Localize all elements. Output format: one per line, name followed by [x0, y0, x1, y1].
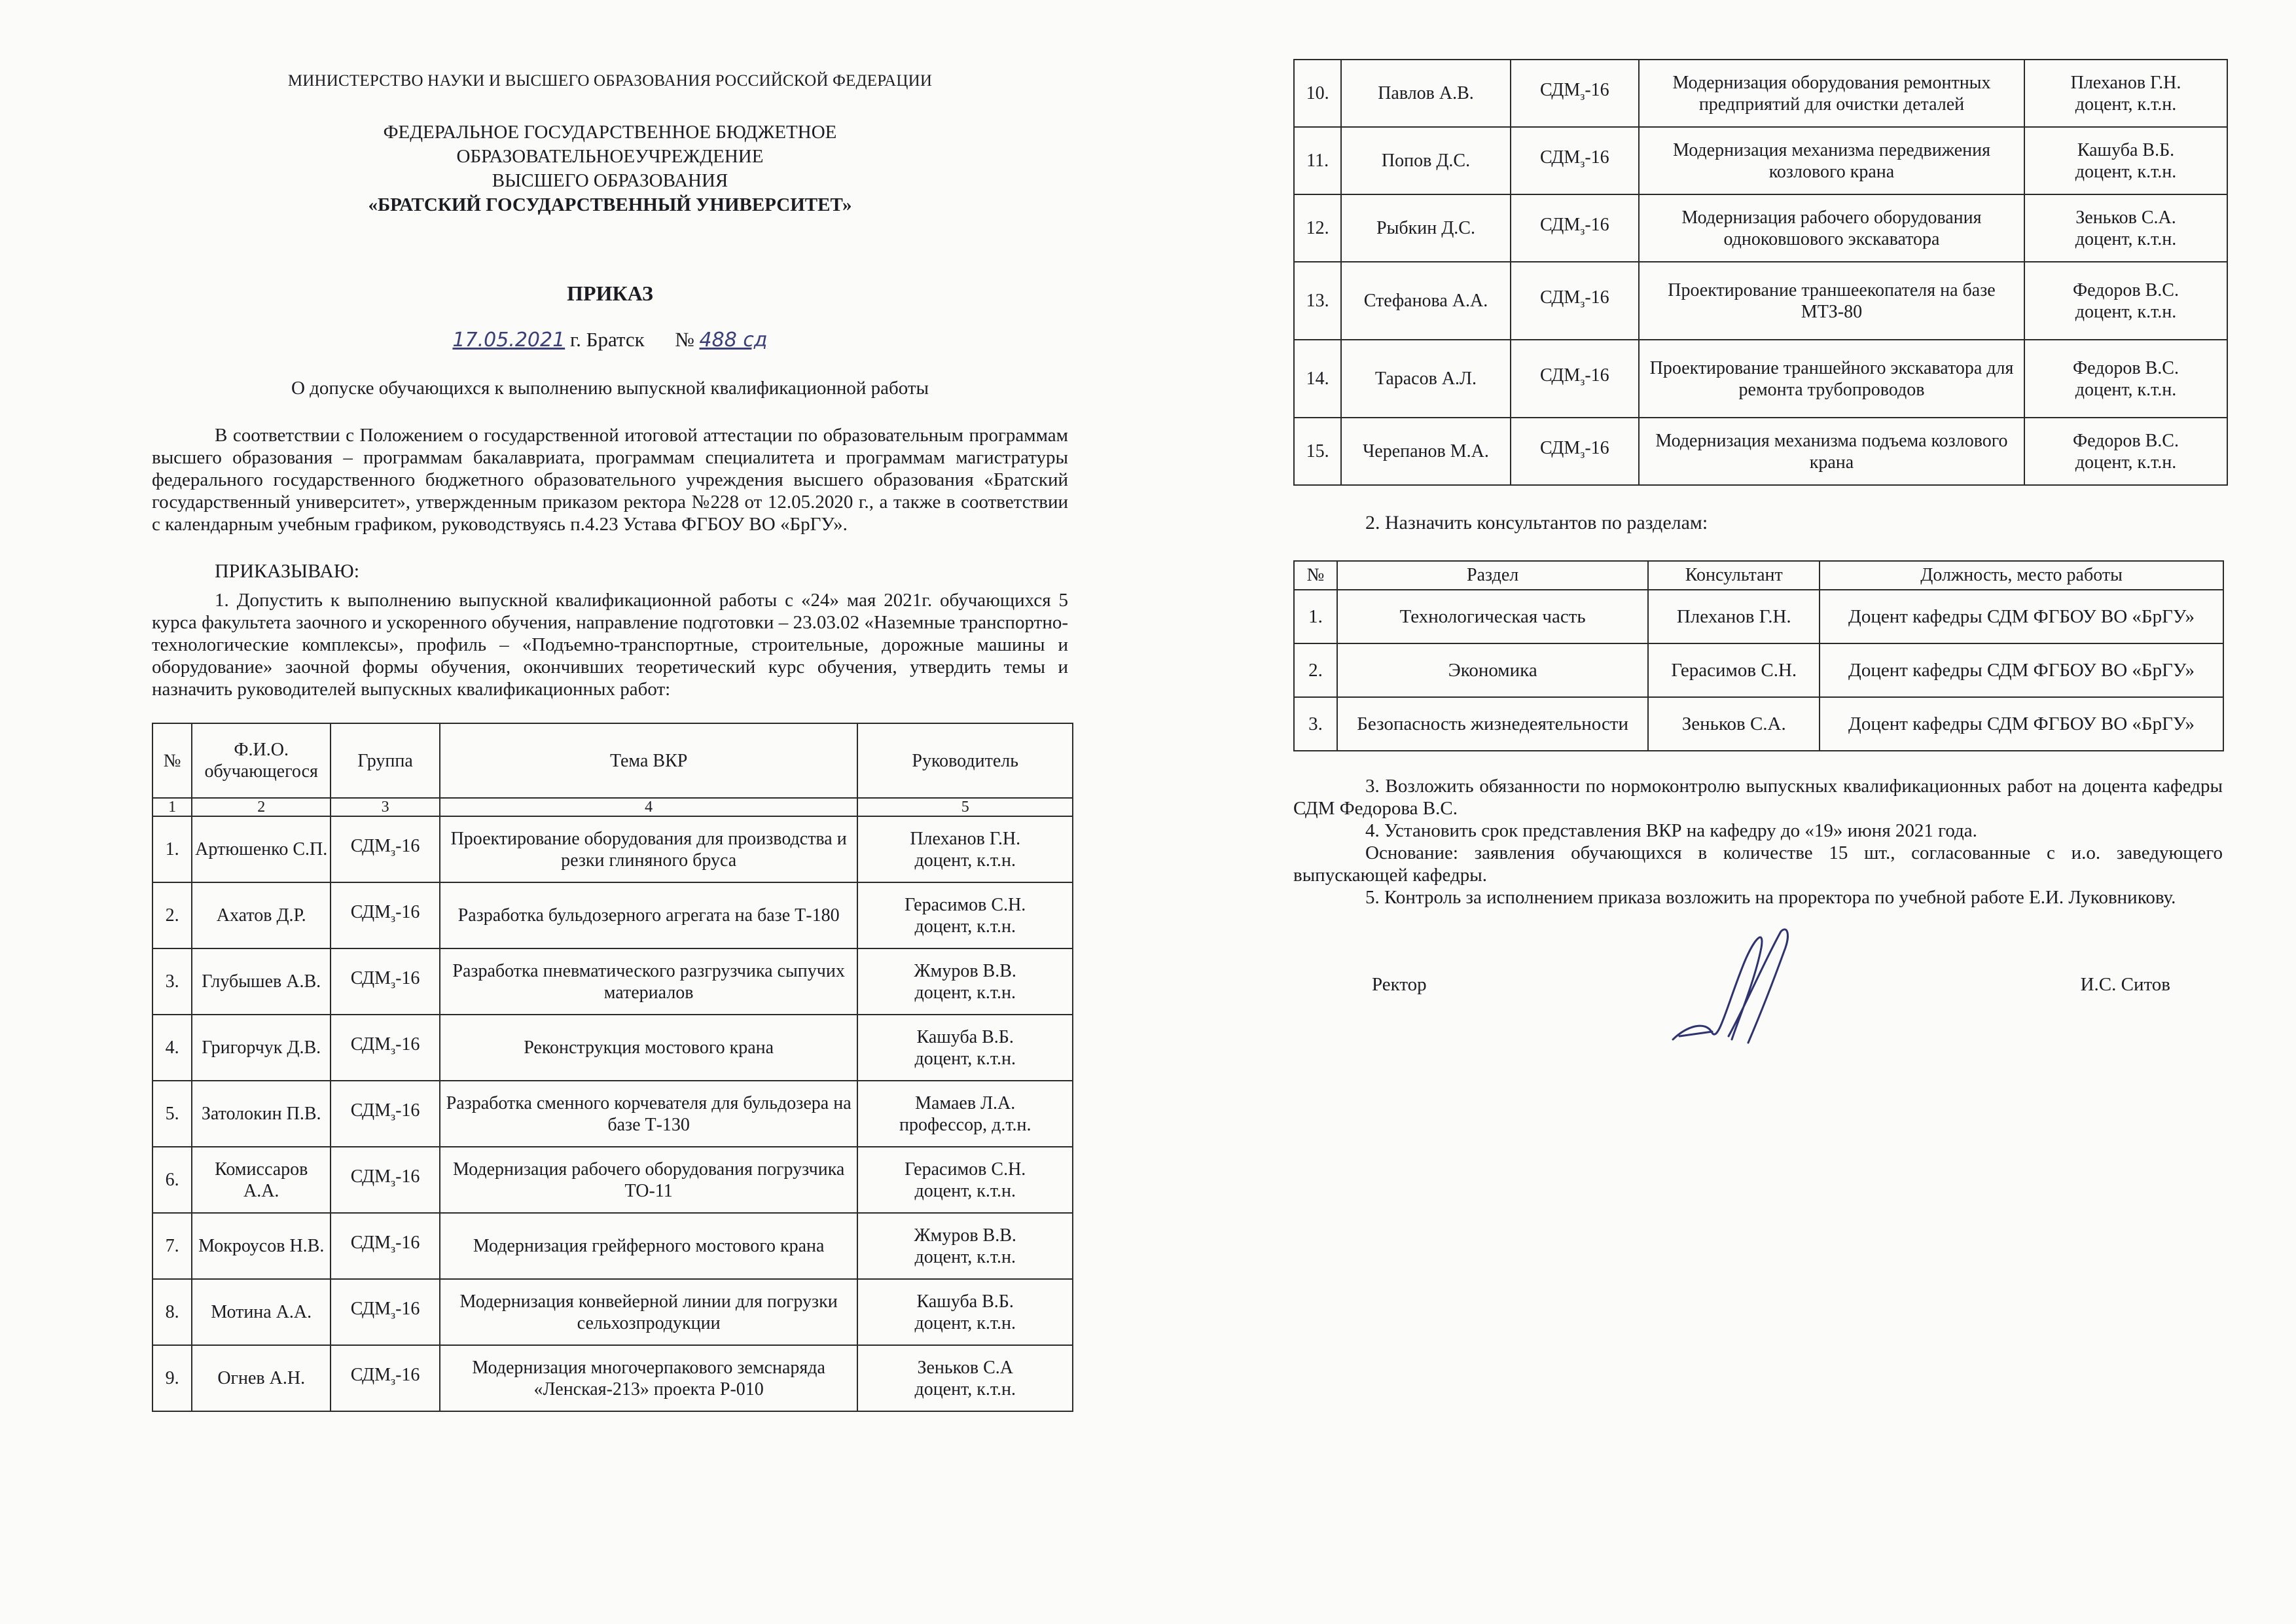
students-table — [152, 723, 1073, 1412]
consultant-name: Плеханов Г.Н. — [1648, 590, 1820, 643]
preamble: В соответствии с Положением о государственной итоговой аттестации по образовательным программам высшего образования – программам бакалавриата, программам специалитета и программам магистратуры федерального государственного бюджетного образовательного учреждения высшего образования «Братский государственный университет», утвержденным приказом ректора №228 от 12.05.2020 г., а также в соответствии с календарным учебным графиком, руководствуясь п.4.23 Устава ФГБОУ ВО «БрГУ». — [152, 425, 1068, 535]
group-base: СДМ — [350, 968, 391, 989]
student-name: Павлов А.В. — [1341, 60, 1510, 127]
col-number: 1 — [152, 798, 192, 816]
row-number: 11. — [1294, 127, 1341, 194]
table-row — [1294, 127, 2227, 194]
student-group — [1511, 194, 1639, 262]
group-base: СДМ — [350, 1100, 391, 1121]
group-suffix: -16 — [395, 1233, 420, 1254]
left-page — [152, 52, 1068, 1412]
group-sub: з — [1580, 156, 1585, 170]
table-row — [152, 1081, 1073, 1147]
student-group — [331, 816, 440, 882]
supervisor-name: Кашуба В.Б. — [916, 1291, 1014, 1312]
header-topic: Тема ВКР — [440, 723, 858, 798]
supervisor-name: Герасимов С.Н. — [905, 1159, 1026, 1180]
student-group — [331, 1345, 440, 1411]
supervisor-title: доцент, к.т.н. — [2075, 228, 2177, 249]
group-sub: з — [390, 977, 396, 991]
order-item-5: 5. Контроль за исполнением приказа возложить на проректора по учебной работе Е.И. Луковникову. — [1365, 887, 2176, 908]
thesis-topic: Модернизация многочерпакового земснаряда «Ленская-213» проекта Р-010 — [440, 1345, 858, 1411]
group-suffix: -16 — [1585, 365, 1609, 386]
group-base: СДМ — [350, 1365, 391, 1386]
order-basis: Основание: заявления обучающихся в количестве 15 шт., согласованные с и.о. заведующего выпускающей кафедры. — [1293, 842, 2223, 886]
supervisor-name: Федоров В.С. — [2072, 357, 2179, 378]
university-header — [152, 120, 1068, 217]
supervisor — [857, 816, 1073, 882]
group-suffix: -16 — [1585, 438, 1609, 459]
supervisor — [2024, 194, 2227, 262]
group-base: СДМ — [350, 1299, 391, 1320]
header-number: № — [152, 723, 192, 798]
student-name: Рыбкин Д.С. — [1341, 194, 1510, 262]
group-suffix: -16 — [395, 836, 420, 857]
thesis-topic: Проектирование оборудования для производства и резки глиняного бруса — [440, 816, 858, 882]
table-row — [1294, 643, 2223, 697]
table-row — [152, 1213, 1073, 1279]
group-base: СДМ — [350, 836, 391, 857]
student-name: Стефанова А.А. — [1341, 262, 1510, 340]
row-number: 9. — [152, 1345, 192, 1411]
row-number: 14. — [1294, 340, 1341, 418]
group-base: СДМ — [1539, 147, 1581, 168]
thesis-topic: Модернизация механизма передвижения козлового крана — [1639, 127, 2024, 194]
group-sub: з — [1580, 374, 1585, 388]
consultants-table — [1293, 560, 2224, 751]
supervisor-title: доцент, к.т.н. — [2075, 379, 2177, 400]
header-consultant: Консультант — [1648, 561, 1820, 590]
student-name: Затолокин П.В. — [192, 1081, 331, 1147]
group-suffix: -16 — [395, 902, 420, 923]
supervisor-title: доцент, к.т.н. — [914, 1379, 1016, 1399]
student-group — [331, 882, 440, 948]
student-group — [331, 1015, 440, 1081]
order-date: 17.05.2021 — [452, 329, 565, 352]
supervisor-name: Кашуба В.Б. — [2077, 139, 2175, 160]
signer-name: И.С. Ситов — [2080, 974, 2170, 995]
thesis-topic: Разработка бульдозерного агрегата на базе Т-180 — [440, 882, 858, 948]
row-number: 2. — [1294, 643, 1337, 697]
supervisor-title: доцент, к.т.н. — [2075, 301, 2177, 322]
row-number: 2. — [152, 882, 192, 948]
row-number: 4. — [152, 1015, 192, 1081]
supervisor-name: Жмуров В.В. — [914, 1225, 1016, 1246]
thesis-topic: Модернизация рабочего оборудования одноковшового экскаватора — [1639, 194, 2024, 262]
table-row — [1294, 418, 2227, 485]
student-name: Тарасов А.Л. — [1341, 340, 1510, 418]
table-row — [1294, 194, 2227, 262]
student-name: Ахатов Д.Р. — [192, 882, 331, 948]
group-sub: з — [1580, 297, 1585, 310]
thesis-topic: Разработка сменного корчевателя для бульдозера на базе Т-130 — [440, 1081, 858, 1147]
orders-word: ПРИКАЗЫВАЮ: — [215, 560, 360, 582]
group-sub: з — [1580, 447, 1585, 461]
consultant-position: Доцент кафедры СДМ ФГБОУ ВО «БрГУ» — [1820, 697, 2223, 751]
supervisor-name: Плеханов Г.Н. — [2070, 72, 2181, 93]
order-item-3: 3. Возложить обязанности по нормоконтролю выпускных квалификационных работ на доцента кафедры СДМ Федорова В.С. — [1293, 776, 2223, 819]
group-base: СДМ — [350, 902, 391, 923]
group-sub: з — [390, 1308, 396, 1322]
signer-role: Ректор — [1372, 974, 1427, 995]
signature-block — [1293, 961, 2223, 1039]
student-group — [1511, 60, 1639, 127]
supervisor — [2024, 418, 2227, 485]
group-sub: з — [1580, 89, 1585, 103]
group-suffix: -16 — [1585, 287, 1609, 308]
table-row — [1294, 60, 2227, 127]
supervisor — [2024, 340, 2227, 418]
student-group — [1511, 340, 1639, 418]
supervisor — [2024, 127, 2227, 194]
group-base: СДМ — [1539, 215, 1581, 236]
right-page — [1293, 59, 2223, 1039]
supervisor-title: доцент, к.т.н. — [914, 850, 1016, 871]
row-number: 1. — [1294, 590, 1337, 643]
table-row — [152, 816, 1073, 882]
org-line-3: ВЫСШЕГО ОБРАЗОВАНИЯ — [492, 170, 728, 191]
supervisor-name: Мамаев Л.А. — [915, 1092, 1016, 1113]
handwritten-signature — [1666, 922, 1797, 1046]
col-number: 3 — [331, 798, 440, 816]
supervisor-title: профессор, д.т.н. — [899, 1114, 1031, 1135]
group-sub: з — [390, 1043, 396, 1057]
consultant-position: Доцент кафедры СДМ ФГБОУ ВО «БрГУ» — [1820, 643, 2223, 697]
row-number: 3. — [152, 948, 192, 1015]
supervisor — [857, 882, 1073, 948]
row-number: 8. — [152, 1279, 192, 1345]
student-group — [331, 1279, 440, 1345]
group-base: СДМ — [350, 1233, 391, 1254]
group-base: СДМ — [1539, 365, 1581, 386]
supervisor — [2024, 60, 2227, 127]
row-number: 6. — [152, 1147, 192, 1213]
group-sub: з — [390, 1110, 396, 1123]
order-city: г. Братск — [569, 328, 645, 351]
student-name: Мотина А.А. — [192, 1279, 331, 1345]
thesis-topic: Модернизация рабочего оборудования погрузчика ТО-11 — [440, 1147, 858, 1213]
header-name: Ф.И.О. обучающегося — [192, 723, 331, 798]
header-position: Должность, место работы — [1820, 561, 2223, 590]
thesis-topic: Проектирование траншейного экскаватора для ремонта трубопроводов — [1639, 340, 2024, 418]
row-number: 3. — [1294, 697, 1337, 751]
group-base: СДМ — [1539, 287, 1581, 308]
group-suffix: -16 — [395, 1299, 420, 1320]
row-number: 10. — [1294, 60, 1341, 127]
thesis-topic: Модернизация механизма подъема козлового крана — [1639, 418, 2024, 485]
supervisor — [857, 1147, 1073, 1213]
group-sub: з — [390, 845, 396, 859]
supervisor-name: Жмуров В.В. — [914, 960, 1016, 981]
column-numbers-row — [152, 798, 1073, 816]
group-sub: з — [390, 911, 396, 925]
order-number: 488 сд — [699, 329, 768, 352]
group-base: СДМ — [1539, 80, 1581, 101]
table-row — [152, 1015, 1073, 1081]
row-number: 15. — [1294, 418, 1341, 485]
document-title: ПРИКАЗ — [567, 281, 653, 305]
thesis-topic: Разработка пневматического разгрузчика сыпучих материалов — [440, 948, 858, 1015]
group-suffix: -16 — [395, 968, 420, 989]
supervisor-name: Федоров В.С. — [2072, 430, 2179, 451]
group-sub: з — [390, 1242, 396, 1255]
supervisor-title: доцент, к.т.н. — [914, 1312, 1016, 1333]
consultants-table-header — [1294, 561, 2223, 590]
group-suffix: -16 — [1585, 147, 1609, 168]
student-name: Комиссаров А.А. — [192, 1147, 331, 1213]
supervisor — [2024, 262, 2227, 340]
ministry-name: МИНИСТЕРСТВО НАУКИ И ВЫСШЕГО ОБРАЗОВАНИЯ РОССИЙСКОЙ ФЕДЕРАЦИИ — [287, 72, 933, 90]
supervisor — [857, 1213, 1073, 1279]
table-row — [1294, 262, 2227, 340]
table-row — [1294, 590, 2223, 643]
group-sub: з — [390, 1374, 396, 1388]
supervisor-title: доцент, к.т.н. — [914, 1180, 1016, 1201]
col-number: 2 — [192, 798, 331, 816]
supervisor-title: доцент, к.т.н. — [914, 1048, 1016, 1069]
group-suffix: -16 — [1585, 80, 1609, 101]
supervisor-name: Федоров В.С. — [2072, 280, 2179, 300]
table-row — [152, 882, 1073, 948]
supervisor-title: доцент, к.т.н. — [914, 982, 1016, 1003]
table-row — [152, 1147, 1073, 1213]
student-group — [1511, 127, 1639, 194]
supervisor-name: Герасимов С.Н. — [905, 894, 1026, 915]
student-group — [1511, 262, 1639, 340]
order-item-1: 1. Допустить к выполнению выпускной квалификационной работы с «24» мая 2021г. обучающихся 5 курса факультета заочного и ускоренного обучения, направление подготовки – 23.03.02 «Наземные транспортно-технологические комплексы», профиль – «Подъемно-транспортные, строительные, дорожные машины и оборудование» заочной формы обучения, окончивших теоретический курс обучения, утвердить темы и назначить руководителей выпускных квалификационных работ: — [152, 590, 1068, 700]
supervisor-title: доцент, к.т.н. — [914, 1246, 1016, 1267]
student-name: Артюшенко С.П. — [192, 816, 331, 882]
consultant-name: Зеньков С.А. — [1648, 697, 1820, 751]
group-suffix: -16 — [395, 1100, 420, 1121]
supervisor-name: Кашуба В.Б. — [916, 1026, 1014, 1047]
table-row — [152, 1279, 1073, 1345]
supervisor-title: доцент, к.т.н. — [2075, 452, 2177, 473]
order-number-label: № — [675, 328, 694, 351]
date-line — [152, 328, 1068, 352]
consultant-name: Герасимов С.Н. — [1648, 643, 1820, 697]
student-group — [331, 1147, 440, 1213]
row-number: 12. — [1294, 194, 1341, 262]
supervisor-title: доцент, к.т.н. — [2075, 94, 2177, 115]
table-row — [152, 1345, 1073, 1411]
order-item-2: 2. Назначить консультантов по разделам: — [1365, 512, 1708, 533]
group-suffix: -16 — [395, 1034, 420, 1055]
row-number: 7. — [152, 1213, 192, 1279]
order-subject: О допуске обучающихся к выполнению выпускной квалификационной работы — [291, 378, 929, 399]
supervisor-title: доцент, к.т.н. — [914, 916, 1016, 937]
section-name: Безопасность жизнедеятельности — [1337, 697, 1648, 751]
section-name: Экономика — [1337, 643, 1648, 697]
thesis-topic: Проектирование траншеекопателя на базе МТЗ-80 — [1639, 262, 2024, 340]
supervisor — [857, 948, 1073, 1015]
students-table-continued — [1293, 59, 2228, 486]
table-row — [1294, 697, 2223, 751]
group-sub: з — [390, 1176, 396, 1189]
student-name: Григорчук Д.В. — [192, 1015, 331, 1081]
row-number: 5. — [152, 1081, 192, 1147]
col-number: 5 — [857, 798, 1073, 816]
section-name: Технологическая часть — [1337, 590, 1648, 643]
header-section: Раздел — [1337, 561, 1648, 590]
group-base: СДМ — [350, 1166, 391, 1187]
group-base: СДМ — [1539, 438, 1581, 459]
student-name: Черепанов М.А. — [1341, 418, 1510, 485]
group-sub: з — [1580, 224, 1585, 238]
supervisor — [857, 1015, 1073, 1081]
table-row — [1294, 340, 2227, 418]
header-group: Группа — [331, 723, 440, 798]
thesis-topic: Модернизация грейферного мостового крана — [440, 1213, 858, 1279]
thesis-topic: Реконструкция мостового крана — [440, 1015, 858, 1081]
col-number: 4 — [440, 798, 858, 816]
student-group — [331, 1213, 440, 1279]
group-suffix: -16 — [395, 1166, 420, 1187]
supervisor — [857, 1081, 1073, 1147]
student-group — [331, 948, 440, 1015]
thesis-topic: Модернизация конвейерной линии для погрузки сельхозпродукции — [440, 1279, 858, 1345]
header-number: № — [1294, 561, 1337, 590]
group-base: СДМ — [350, 1034, 391, 1055]
student-name: Огнев А.Н. — [192, 1345, 331, 1411]
students-table-header — [152, 723, 1073, 798]
table-row — [152, 948, 1073, 1015]
student-name: Попов Д.С. — [1341, 127, 1510, 194]
supervisor-title: доцент, к.т.н. — [2075, 161, 2177, 182]
row-number: 13. — [1294, 262, 1341, 340]
org-line-1: ФЕДЕРАЛЬНОЕ ГОСУДАРСТВЕННОЕ БЮДЖЕТНОЕ — [383, 122, 837, 143]
group-suffix: -16 — [1585, 215, 1609, 236]
thesis-topic: Модернизация оборудования ремонтных предприятий для очистки деталей — [1639, 60, 2024, 127]
supervisor-name: Плеханов Г.Н. — [910, 828, 1021, 849]
header-supervisor: Руководитель — [857, 723, 1073, 798]
student-group — [1511, 418, 1639, 485]
org-line-2: ОБРАЗОВАТЕЛЬНОЕУЧРЕЖДЕНИЕ — [456, 146, 764, 167]
student-name: Мокроусов Н.В. — [192, 1213, 331, 1279]
student-name: Глубышев А.В. — [192, 948, 331, 1015]
group-suffix: -16 — [395, 1365, 420, 1386]
order-item-4: 4. Установить срок представления ВКР на кафедру до «19» июня 2021 года. — [1365, 820, 1977, 841]
supervisor-name: Зеньков С.А — [917, 1357, 1013, 1378]
student-group — [331, 1081, 440, 1147]
supervisor-name: Зеньков С.А. — [2075, 207, 2176, 228]
supervisor — [857, 1345, 1073, 1411]
consultant-position: Доцент кафедры СДМ ФГБОУ ВО «БрГУ» — [1820, 590, 2223, 643]
supervisor — [857, 1279, 1073, 1345]
university-name: «БРАТСКИЙ ГОСУДАРСТВЕННЫЙ УНИВЕРСИТЕТ» — [368, 194, 852, 215]
row-number: 1. — [152, 816, 192, 882]
